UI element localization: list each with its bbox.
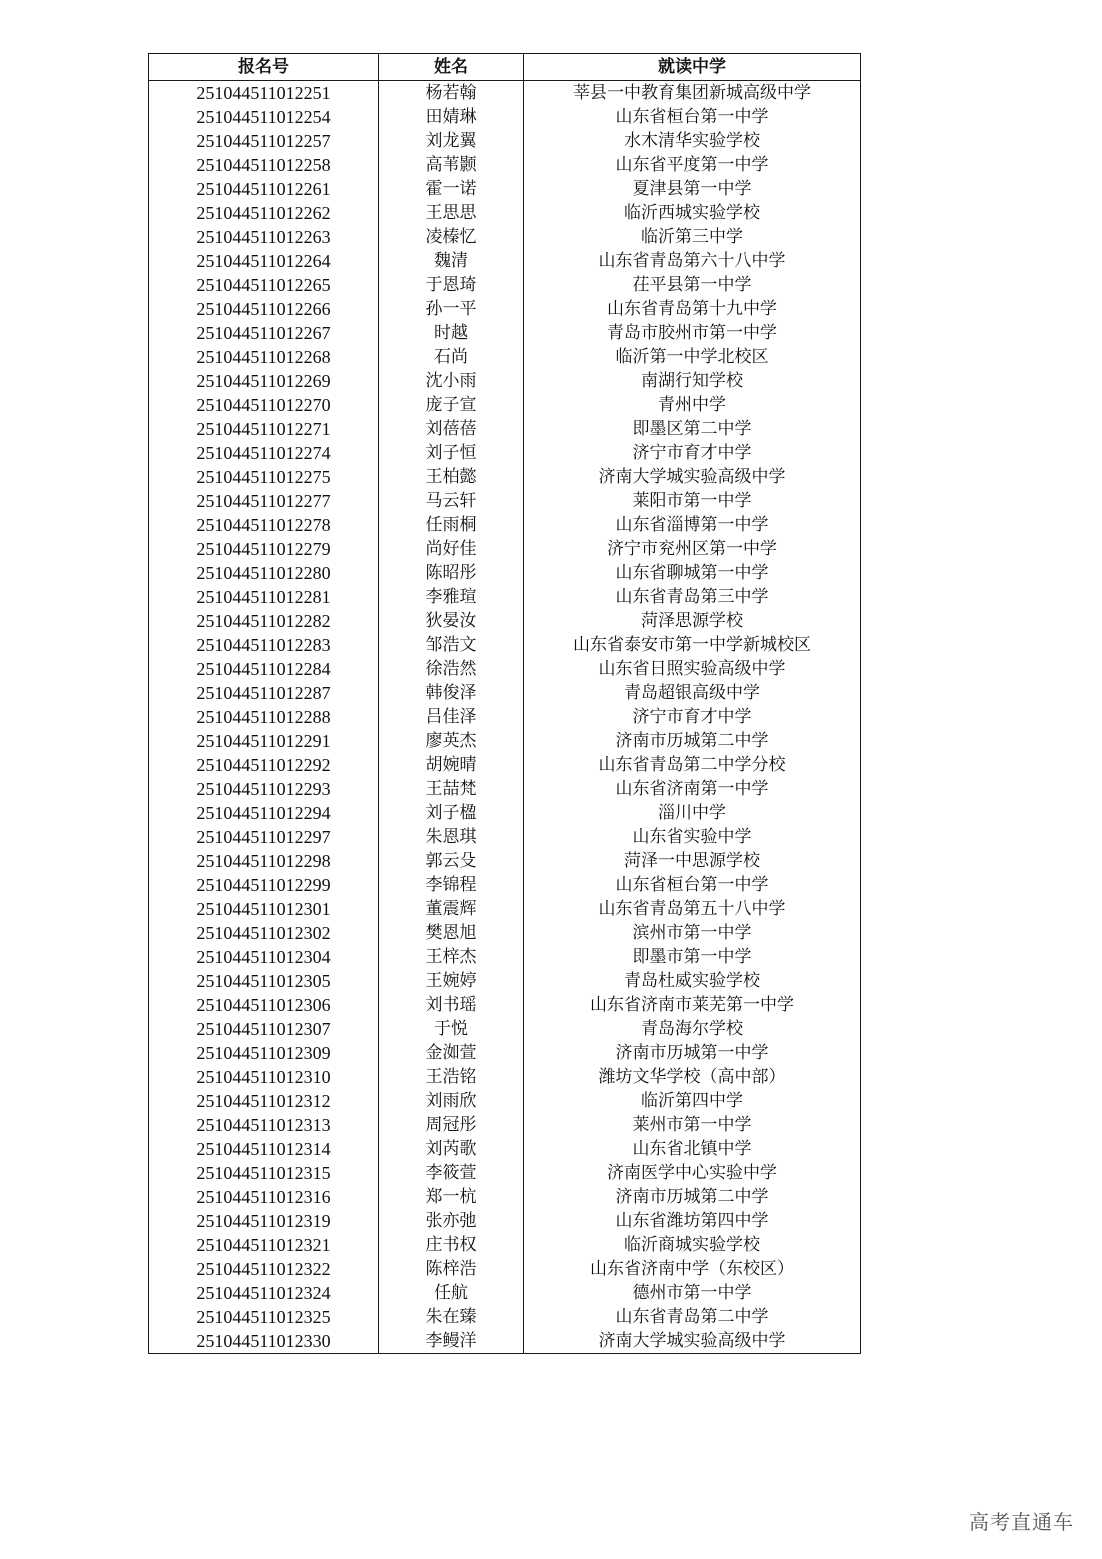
school-name-cell: 济南市历城第一中学 bbox=[524, 1041, 861, 1065]
table-row bbox=[149, 465, 861, 489]
header-registration-number: 报名号 bbox=[149, 54, 379, 81]
registration-number-cell: 251044511012306 bbox=[149, 993, 379, 1017]
table-row bbox=[149, 273, 861, 297]
school-name-cell: 济南大学城实验高级中学 bbox=[524, 1329, 861, 1354]
school-name-cell: 夏津县第一中学 bbox=[524, 177, 861, 201]
table-row bbox=[149, 1305, 861, 1329]
student-name-cell: 马云轩 bbox=[379, 489, 524, 513]
student-name-cell: 刘龙翼 bbox=[379, 129, 524, 153]
registration-number-cell: 251044511012278 bbox=[149, 513, 379, 537]
student-name-cell: 李雅瑄 bbox=[379, 585, 524, 609]
student-name-cell: 邹浩文 bbox=[379, 633, 524, 657]
registration-number-cell: 251044511012297 bbox=[149, 825, 379, 849]
table-row bbox=[149, 1017, 861, 1041]
table-row bbox=[149, 105, 861, 129]
school-name-cell: 德州市第一中学 bbox=[524, 1281, 861, 1305]
registration-number-cell: 251044511012280 bbox=[149, 561, 379, 585]
registration-number-cell: 251044511012263 bbox=[149, 225, 379, 249]
table-row bbox=[149, 873, 861, 897]
table-row bbox=[149, 657, 861, 681]
student-name-cell: 刘子楹 bbox=[379, 801, 524, 825]
table-row bbox=[149, 297, 861, 321]
registration-number-cell: 251044511012274 bbox=[149, 441, 379, 465]
table-row bbox=[149, 321, 861, 345]
registration-number-cell: 251044511012312 bbox=[149, 1089, 379, 1113]
registration-number-cell: 251044511012257 bbox=[149, 129, 379, 153]
school-name-cell: 济宁市育才中学 bbox=[524, 705, 861, 729]
school-name-cell: 青州中学 bbox=[524, 393, 861, 417]
school-name-cell: 山东省青岛第五十八中学 bbox=[524, 897, 861, 921]
school-name-cell: 菏泽一中思源学校 bbox=[524, 849, 861, 873]
school-name-cell: 济南市历城第二中学 bbox=[524, 729, 861, 753]
school-name-cell: 青岛超银高级中学 bbox=[524, 681, 861, 705]
registration-number-cell: 251044511012319 bbox=[149, 1209, 379, 1233]
registration-number-cell: 251044511012261 bbox=[149, 177, 379, 201]
table-row bbox=[149, 537, 861, 561]
registration-number-cell: 251044511012268 bbox=[149, 345, 379, 369]
table-row bbox=[149, 753, 861, 777]
school-name-cell: 青岛市胶州市第一中学 bbox=[524, 321, 861, 345]
student-name-cell: 王浩铭 bbox=[379, 1065, 524, 1089]
school-name-cell: 青岛杜威实验学校 bbox=[524, 969, 861, 993]
registration-number-cell: 251044511012282 bbox=[149, 609, 379, 633]
header-name: 姓名 bbox=[379, 54, 524, 81]
student-name-cell: 董震辉 bbox=[379, 897, 524, 921]
registration-number-cell: 251044511012251 bbox=[149, 81, 379, 106]
registration-number-cell: 251044511012283 bbox=[149, 633, 379, 657]
registration-number-cell: 251044511012281 bbox=[149, 585, 379, 609]
admission-list-table bbox=[148, 53, 861, 1354]
table-row bbox=[149, 345, 861, 369]
table-row bbox=[149, 369, 861, 393]
registration-number-cell: 251044511012324 bbox=[149, 1281, 379, 1305]
student-name-cell: 王柏懿 bbox=[379, 465, 524, 489]
student-name-cell: 王婉婷 bbox=[379, 969, 524, 993]
school-name-cell: 临沂第一中学北校区 bbox=[524, 345, 861, 369]
header-row bbox=[149, 54, 861, 81]
registration-number-cell: 251044511012307 bbox=[149, 1017, 379, 1041]
student-name-cell: 朱恩琪 bbox=[379, 825, 524, 849]
student-name-cell: 石尚 bbox=[379, 345, 524, 369]
registration-number-cell: 251044511012294 bbox=[149, 801, 379, 825]
school-name-cell: 山东省日照实验高级中学 bbox=[524, 657, 861, 681]
school-name-cell: 山东省济南第一中学 bbox=[524, 777, 861, 801]
school-name-cell: 即墨区第二中学 bbox=[524, 417, 861, 441]
student-name-cell: 于悦 bbox=[379, 1017, 524, 1041]
student-name-cell: 任雨桐 bbox=[379, 513, 524, 537]
table-row bbox=[149, 1089, 861, 1113]
student-name-cell: 于恩琦 bbox=[379, 273, 524, 297]
student-name-cell: 田婧琳 bbox=[379, 105, 524, 129]
registration-number-cell: 251044511012305 bbox=[149, 969, 379, 993]
table-row bbox=[149, 1281, 861, 1305]
table-row bbox=[149, 921, 861, 945]
school-name-cell: 济宁市育才中学 bbox=[524, 441, 861, 465]
table-row bbox=[149, 225, 861, 249]
registration-number-cell: 251044511012264 bbox=[149, 249, 379, 273]
student-name-cell: 韩俊泽 bbox=[379, 681, 524, 705]
watermark-text: 高考直通车 bbox=[969, 1510, 1074, 1534]
table-row bbox=[149, 129, 861, 153]
student-name-cell: 陈昭彤 bbox=[379, 561, 524, 585]
school-name-cell: 淄川中学 bbox=[524, 801, 861, 825]
table-row bbox=[149, 1113, 861, 1137]
table-row bbox=[149, 81, 861, 106]
registration-number-cell: 251044511012321 bbox=[149, 1233, 379, 1257]
school-name-cell: 山东省青岛第六十八中学 bbox=[524, 249, 861, 273]
registration-number-cell: 251044511012258 bbox=[149, 153, 379, 177]
school-name-cell: 山东省桓台第一中学 bbox=[524, 873, 861, 897]
table-header bbox=[149, 54, 861, 81]
table-row bbox=[149, 849, 861, 873]
registration-number-cell: 251044511012301 bbox=[149, 897, 379, 921]
registration-number-cell: 251044511012288 bbox=[149, 705, 379, 729]
table-row bbox=[149, 585, 861, 609]
table-row bbox=[149, 249, 861, 273]
school-name-cell: 青岛海尔学校 bbox=[524, 1017, 861, 1041]
table-row bbox=[149, 681, 861, 705]
school-name-cell: 山东省桓台第一中学 bbox=[524, 105, 861, 129]
school-name-cell: 山东省潍坊第四中学 bbox=[524, 1209, 861, 1233]
school-name-cell: 济南市历城第二中学 bbox=[524, 1185, 861, 1209]
school-name-cell: 山东省青岛第二中学 bbox=[524, 1305, 861, 1329]
table-row bbox=[149, 1209, 861, 1233]
school-name-cell: 临沂西城实验学校 bbox=[524, 201, 861, 225]
table-body bbox=[149, 81, 861, 1354]
school-name-cell: 山东省平度第一中学 bbox=[524, 153, 861, 177]
student-name-cell: 尚好佳 bbox=[379, 537, 524, 561]
student-name-cell: 李锦程 bbox=[379, 873, 524, 897]
student-name-cell: 朱在臻 bbox=[379, 1305, 524, 1329]
registration-number-cell: 251044511012298 bbox=[149, 849, 379, 873]
registration-number-cell: 251044511012325 bbox=[149, 1305, 379, 1329]
table-row bbox=[149, 1257, 861, 1281]
registration-number-cell: 251044511012292 bbox=[149, 753, 379, 777]
table-row bbox=[149, 1329, 861, 1354]
school-name-cell: 临沂第三中学 bbox=[524, 225, 861, 249]
school-name-cell: 潍坊文华学校（高中部） bbox=[524, 1065, 861, 1089]
registration-number-cell: 251044511012275 bbox=[149, 465, 379, 489]
table-row bbox=[149, 513, 861, 537]
school-name-cell: 临沂商城实验学校 bbox=[524, 1233, 861, 1257]
school-name-cell: 山东省济南中学（东校区） bbox=[524, 1257, 861, 1281]
registration-number-cell: 251044511012279 bbox=[149, 537, 379, 561]
table-row bbox=[149, 489, 861, 513]
school-name-cell: 临沂第四中学 bbox=[524, 1089, 861, 1113]
registration-number-cell: 251044511012299 bbox=[149, 873, 379, 897]
table-row bbox=[149, 201, 861, 225]
student-name-cell: 徐浩然 bbox=[379, 657, 524, 681]
registration-number-cell: 251044511012314 bbox=[149, 1137, 379, 1161]
student-name-cell: 刘书瑶 bbox=[379, 993, 524, 1017]
student-name-cell: 李鳗洋 bbox=[379, 1329, 524, 1354]
table-row bbox=[149, 417, 861, 441]
registration-number-cell: 251044511012330 bbox=[149, 1329, 379, 1354]
table-row bbox=[149, 393, 861, 417]
school-name-cell: 山东省青岛第三中学 bbox=[524, 585, 861, 609]
table-row bbox=[149, 777, 861, 801]
table-row bbox=[149, 177, 861, 201]
school-name-cell: 菏泽思源学校 bbox=[524, 609, 861, 633]
student-name-cell: 廖英杰 bbox=[379, 729, 524, 753]
registration-number-cell: 251044511012254 bbox=[149, 105, 379, 129]
student-name-cell: 狄晏汝 bbox=[379, 609, 524, 633]
school-name-cell: 济南医学中心实验中学 bbox=[524, 1161, 861, 1185]
school-name-cell: 济南大学城实验高级中学 bbox=[524, 465, 861, 489]
student-name-cell: 周冠彤 bbox=[379, 1113, 524, 1137]
registration-number-cell: 251044511012265 bbox=[149, 273, 379, 297]
table-row bbox=[149, 1137, 861, 1161]
registration-number-cell: 251044511012269 bbox=[149, 369, 379, 393]
school-name-cell: 滨州市第一中学 bbox=[524, 921, 861, 945]
registration-number-cell: 251044511012262 bbox=[149, 201, 379, 225]
school-name-cell: 山东省泰安市第一中学新城校区 bbox=[524, 633, 861, 657]
student-name-cell: 时越 bbox=[379, 321, 524, 345]
student-name-cell: 刘蓓蓓 bbox=[379, 417, 524, 441]
table-row bbox=[149, 1161, 861, 1185]
student-name-cell: 魏清 bbox=[379, 249, 524, 273]
student-name-cell: 樊恩旭 bbox=[379, 921, 524, 945]
header-school: 就读中学 bbox=[524, 54, 861, 81]
student-name-cell: 沈小雨 bbox=[379, 369, 524, 393]
registration-number-cell: 251044511012291 bbox=[149, 729, 379, 753]
table-row bbox=[149, 609, 861, 633]
student-name-cell: 高苇颢 bbox=[379, 153, 524, 177]
student-name-cell: 李筱萱 bbox=[379, 1161, 524, 1185]
school-name-cell: 山东省实验中学 bbox=[524, 825, 861, 849]
registration-number-cell: 251044511012293 bbox=[149, 777, 379, 801]
school-name-cell: 茌平县第一中学 bbox=[524, 273, 861, 297]
table-row bbox=[149, 945, 861, 969]
school-name-cell: 山东省青岛第十九中学 bbox=[524, 297, 861, 321]
school-name-cell: 南湖行知学校 bbox=[524, 369, 861, 393]
student-name-cell: 刘子恒 bbox=[379, 441, 524, 465]
school-name-cell: 莱阳市第一中学 bbox=[524, 489, 861, 513]
registration-number-cell: 251044511012313 bbox=[149, 1113, 379, 1137]
registration-number-cell: 251044511012270 bbox=[149, 393, 379, 417]
table-row bbox=[149, 153, 861, 177]
table-row bbox=[149, 441, 861, 465]
student-name-cell: 庄书权 bbox=[379, 1233, 524, 1257]
table-row bbox=[149, 1233, 861, 1257]
table-row bbox=[149, 969, 861, 993]
student-name-cell: 郭云殳 bbox=[379, 849, 524, 873]
student-name-cell: 刘雨欣 bbox=[379, 1089, 524, 1113]
student-name-cell: 庞子宣 bbox=[379, 393, 524, 417]
table-row bbox=[149, 801, 861, 825]
registration-number-cell: 251044511012271 bbox=[149, 417, 379, 441]
table-row bbox=[149, 729, 861, 753]
student-name-cell: 胡婉晴 bbox=[379, 753, 524, 777]
school-name-cell: 山东省聊城第一中学 bbox=[524, 561, 861, 585]
school-name-cell: 山东省北镇中学 bbox=[524, 1137, 861, 1161]
registration-number-cell: 251044511012309 bbox=[149, 1041, 379, 1065]
student-name-cell: 张亦弛 bbox=[379, 1209, 524, 1233]
table-row bbox=[149, 705, 861, 729]
school-name-cell: 即墨市第一中学 bbox=[524, 945, 861, 969]
school-name-cell: 山东省青岛第二中学分校 bbox=[524, 753, 861, 777]
table-row bbox=[149, 993, 861, 1017]
student-name-cell: 任航 bbox=[379, 1281, 524, 1305]
registration-number-cell: 251044511012266 bbox=[149, 297, 379, 321]
table-row bbox=[149, 825, 861, 849]
registration-number-cell: 251044511012316 bbox=[149, 1185, 379, 1209]
registration-number-cell: 251044511012304 bbox=[149, 945, 379, 969]
student-name-cell: 郑一杭 bbox=[379, 1185, 524, 1209]
student-name-cell: 凌榛忆 bbox=[379, 225, 524, 249]
registration-number-cell: 251044511012267 bbox=[149, 321, 379, 345]
school-name-cell: 水木清华实验学校 bbox=[524, 129, 861, 153]
registration-number-cell: 251044511012277 bbox=[149, 489, 379, 513]
table-row bbox=[149, 561, 861, 585]
student-name-cell: 陈梓浩 bbox=[379, 1257, 524, 1281]
registration-number-cell: 251044511012287 bbox=[149, 681, 379, 705]
registration-number-cell: 251044511012315 bbox=[149, 1161, 379, 1185]
registration-number-cell: 251044511012284 bbox=[149, 657, 379, 681]
table-row bbox=[149, 897, 861, 921]
school-name-cell: 山东省淄博第一中学 bbox=[524, 513, 861, 537]
registration-number-cell: 251044511012310 bbox=[149, 1065, 379, 1089]
school-name-cell: 莘县一中教育集团新城高级中学 bbox=[524, 81, 861, 106]
student-name-cell: 吕佳泽 bbox=[379, 705, 524, 729]
table-row bbox=[149, 1065, 861, 1089]
student-name-cell: 王喆梵 bbox=[379, 777, 524, 801]
student-name-cell: 孙一平 bbox=[379, 297, 524, 321]
table-row bbox=[149, 633, 861, 657]
student-name-cell: 霍一诺 bbox=[379, 177, 524, 201]
student-name-cell: 刘芮歌 bbox=[379, 1137, 524, 1161]
school-name-cell: 济宁市兖州区第一中学 bbox=[524, 537, 861, 561]
registration-number-cell: 251044511012302 bbox=[149, 921, 379, 945]
student-name-cell: 王梓杰 bbox=[379, 945, 524, 969]
registration-number-cell: 251044511012322 bbox=[149, 1257, 379, 1281]
student-name-cell: 金洳萱 bbox=[379, 1041, 524, 1065]
student-name-cell: 王思思 bbox=[379, 201, 524, 225]
school-name-cell: 山东省济南市莱芜第一中学 bbox=[524, 993, 861, 1017]
student-name-cell: 杨若翰 bbox=[379, 81, 524, 106]
school-name-cell: 莱州市第一中学 bbox=[524, 1113, 861, 1137]
table-row bbox=[149, 1185, 861, 1209]
table-row bbox=[149, 1041, 861, 1065]
